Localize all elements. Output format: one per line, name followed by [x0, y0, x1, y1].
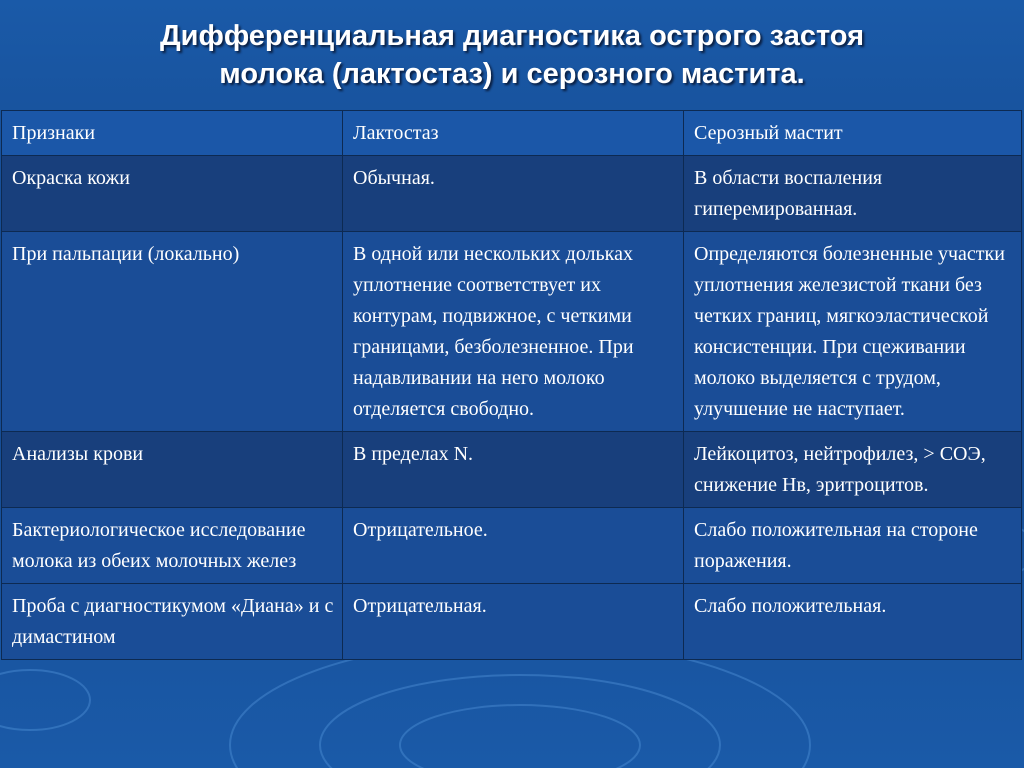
cell-mastitis: Лейкоцитоз, нейтрофилез, > СОЭ, снижение Нв, эритроцитов. — [684, 432, 1022, 508]
cell-lactostasis: Отрицательная. — [343, 584, 684, 660]
table-row — [2, 432, 1022, 508]
slide-title-area — [0, 0, 1024, 110]
slide-title — [82, 17, 942, 93]
cell-mastitis: Слабо положительная на стороне поражения. — [684, 508, 1022, 584]
cell-lactostasis: Отрицательное. — [343, 508, 684, 584]
header-lactostasis: Лактостаз — [343, 111, 684, 156]
cell-mastitis: Слабо положительная. — [684, 584, 1022, 660]
cell-mastitis: В области воспаления гиперемированная. — [684, 156, 1022, 232]
cell-lactostasis: В одной или нескольких дольках уплотнение соответствует их контурам, подвижное, с четкими границами, безболезненное. При надавливании на него молоко отделяется свободно. — [343, 232, 684, 432]
table-row — [2, 508, 1022, 584]
cell-mastitis: Определяются болезненные участки уплотнения железистой ткани без четких границ, мягкоэластической консистенции. При сцеживании молоко выделяется с трудом, улучшение не наступает. — [684, 232, 1022, 432]
cell-sign: Окраска кожи — [2, 156, 343, 232]
table-row — [2, 156, 1022, 232]
cell-sign: Анализы крови — [2, 432, 343, 508]
differential-diagnosis-table — [1, 110, 1022, 660]
header-signs: Признаки — [2, 111, 343, 156]
title-line-1: Дифференциальная диагностика острого застоя — [159, 20, 865, 52]
table-row — [2, 584, 1022, 660]
header-serous-mastitis: Серозный мастит — [684, 111, 1022, 156]
cell-lactostasis: Обычная. — [343, 156, 684, 232]
cell-lactostasis: В пределах N. — [343, 432, 684, 508]
cell-sign: Бактериологическое исследование молока из обеих молочных желез — [2, 508, 343, 584]
cell-sign: При пальпации (локально) — [2, 232, 343, 432]
table-row — [2, 232, 1022, 432]
title-line-2: молока (лактостаз) и серозного мастита. — [219, 58, 805, 90]
table-header-row — [2, 111, 1022, 156]
cell-sign: Проба с диагностикумом «Диана» и с димастином — [2, 584, 343, 660]
